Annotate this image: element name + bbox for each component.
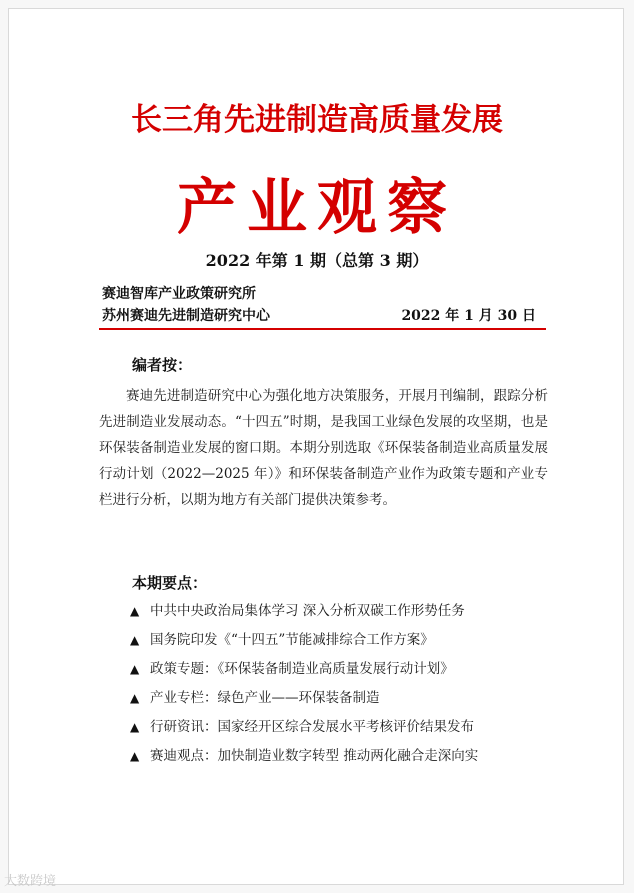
key-point-text: 产业专栏：绿色产业——环保装备制造: [150, 690, 380, 706]
publication-title: 产业观察: [177, 173, 457, 243]
key-point-text: 国务院印发《“十四五”节能减排综合工作方案》: [150, 632, 434, 648]
publish-date: 2022 年 1 月 30 日: [401, 308, 536, 324]
key-point-text: 中共中央政治局集体学习 深入分析双碳工作形势任务: [150, 603, 465, 619]
triangle-bullet-icon: ▲: [130, 749, 140, 763]
triangle-bullet-icon: ▲: [130, 691, 140, 705]
key-point-text: 赛迪观点：加快制造业数字转型 推动两化融合走深向实: [150, 748, 479, 764]
triangle-bullet-icon: ▲: [130, 633, 140, 647]
key-point-item: [130, 716, 550, 745]
publisher-org-1: 赛迪智库产业政策研究所: [102, 286, 256, 302]
key-point-item: [130, 687, 550, 716]
publisher-org-2: 苏州赛迪先进制造研究中心: [102, 308, 270, 324]
watermark: 大数跨境: [4, 874, 57, 889]
red-divider: [99, 328, 546, 330]
issue-number: 2022 年第 1 期（总第 3 期）: [205, 251, 429, 270]
key-point-item: [130, 658, 550, 687]
key-point-item: [130, 600, 550, 629]
key-point-item: [130, 745, 550, 774]
triangle-bullet-icon: ▲: [130, 604, 140, 618]
triangle-bullet-icon: ▲: [130, 720, 140, 734]
key-points-list: [130, 600, 550, 774]
editor-note-body: 赛迪先进制造研究中心为强化地方决策服务，开展月刊编制，跟踪分析先进制造业发展动态。“十四五”时期，是我国工业绿色发展的攻坚期，也是环保装备制造业发展的窗口期。本期分别选取《环保装备制造业高质量发展行动计划（2022—2025 年）》和环保装备制造产业作为政策专题和产业专栏进行分析，以期为地方有关部门提供决策参考。: [99, 388, 548, 508]
key-point-text: 政策专题：《环保装备制造业高质量发展行动计划》: [150, 661, 454, 677]
publication-series-title: 长三角先进制造高质量发展: [131, 102, 503, 138]
editor-note-heading: 编者按：: [132, 356, 193, 374]
key-point-text: 行研资讯：国家经开区综合发展水平考核评价结果发布: [150, 719, 474, 735]
triangle-bullet-icon: ▲: [130, 662, 140, 676]
key-points-heading: 本期要点：: [132, 574, 208, 592]
key-point-item: [130, 629, 550, 658]
